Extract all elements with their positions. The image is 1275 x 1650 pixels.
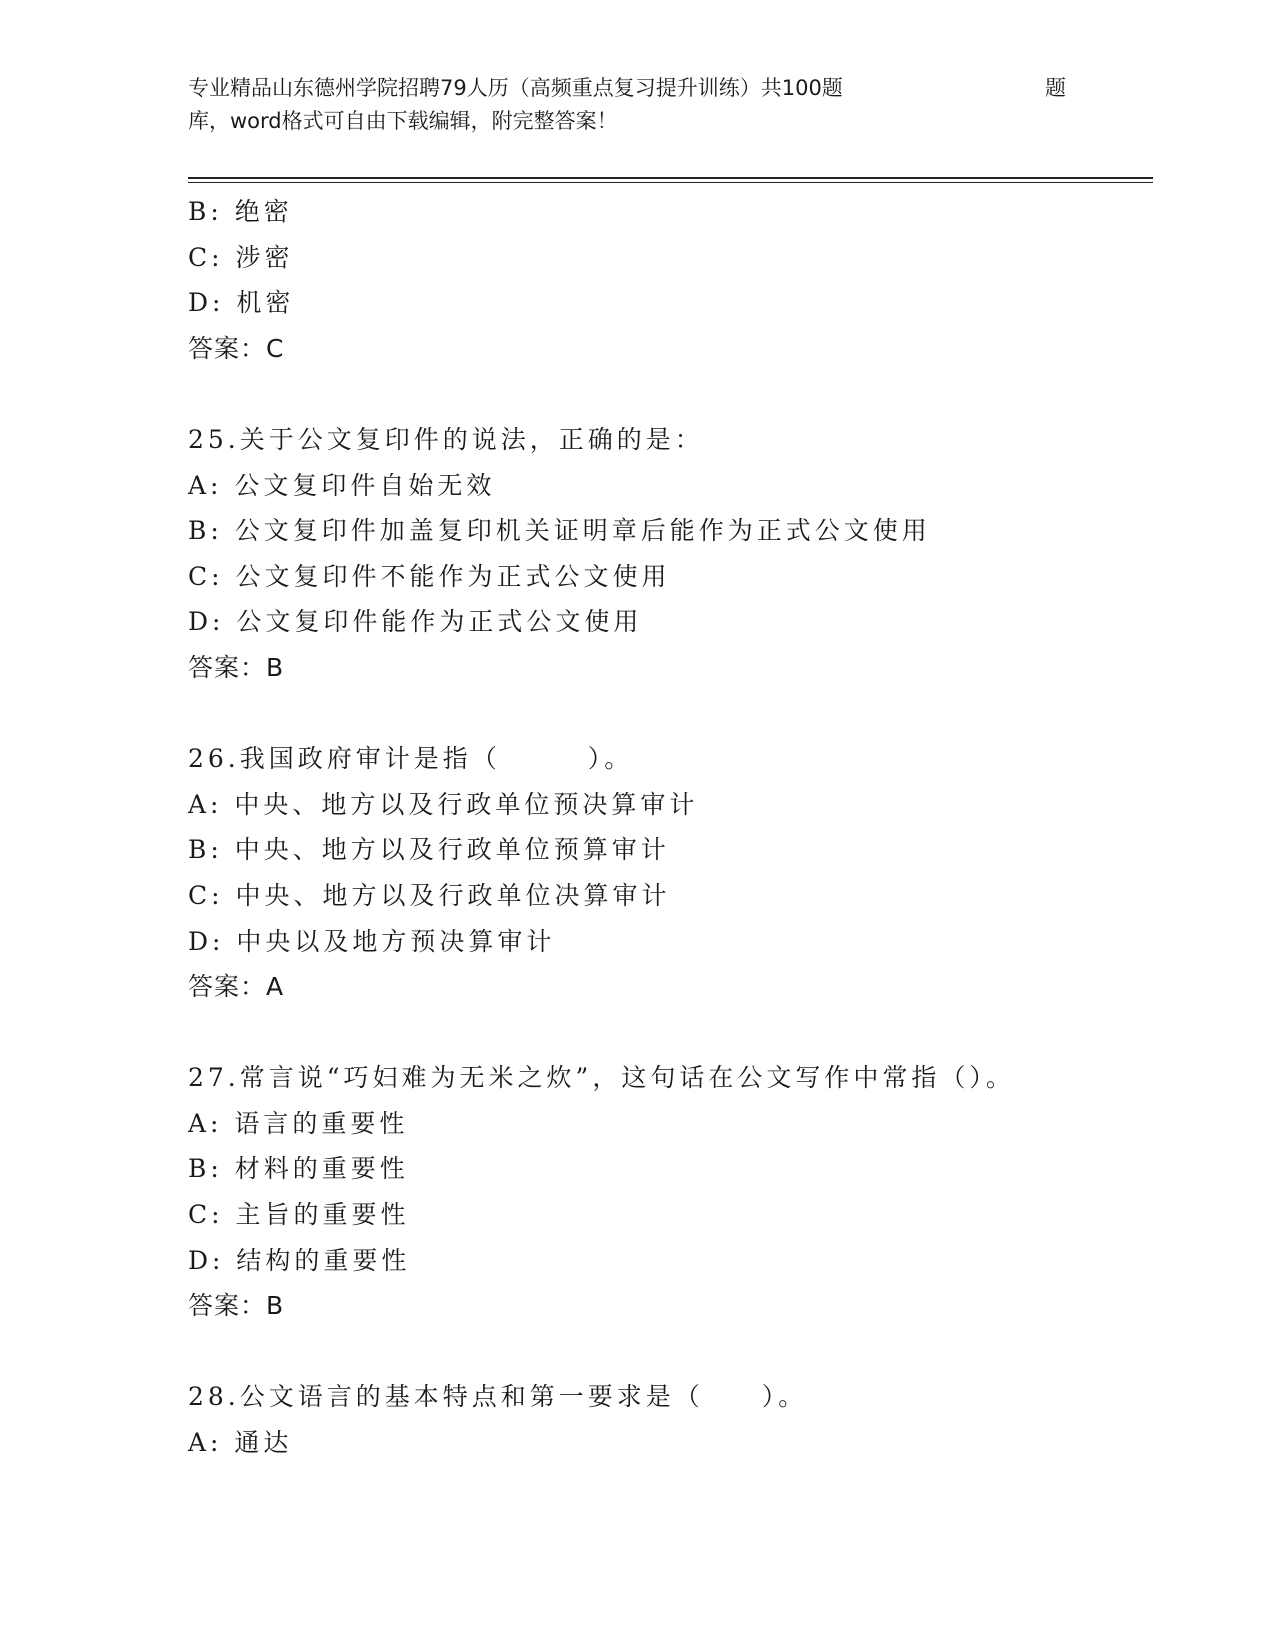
header-rule-thin xyxy=(188,182,1153,183)
answer-line: 答案：C xyxy=(188,333,285,363)
option-line: B: 公文复印件加盖复印机关证明章后能作为正式公文使用 xyxy=(188,516,931,546)
spacer xyxy=(188,691,1148,737)
spacer xyxy=(188,371,1148,417)
answer-line: 答案：A xyxy=(188,972,285,1002)
question-stem: 25.关于公文复印件的说法，正确的是： xyxy=(188,424,704,454)
option-line: A: 语言的重要性 xyxy=(188,1108,409,1138)
question-stem: 28.公文语言的基本特点和第一要求是（ ）。 xyxy=(188,1382,808,1412)
option-line: B: 材料的重要性 xyxy=(188,1154,409,1184)
answer-line: 答案：B xyxy=(188,652,285,682)
option-line: C: 涉密 xyxy=(188,242,294,272)
spacer xyxy=(188,1329,1148,1375)
option-line: B: 中央、地方以及行政单位预算审计 xyxy=(188,835,670,865)
option-line: D: 机密 xyxy=(188,288,295,318)
option-line: D: 公文复印件能作为正式公文使用 xyxy=(188,607,643,637)
header-line-1 xyxy=(188,72,1088,105)
header-title-trail: 题 xyxy=(1045,76,1066,100)
question-stem: 27.常言说“巧妇难为无米之炊”，这句话在公文写作中常指（）。 xyxy=(188,1063,1015,1093)
option-line: D: 结构的重要性 xyxy=(188,1245,411,1275)
question-stem: 26.我国政府审计是指（ ）。 xyxy=(188,744,634,774)
option-line: B: 绝密 xyxy=(188,197,293,226)
spacer xyxy=(188,1010,1148,1056)
header-line-2: 库，word格式可自由下载编辑，附完整答案！ xyxy=(188,109,618,133)
option-line: C: 主旨的重要性 xyxy=(188,1200,410,1230)
option-line: D: 中央以及地方预决算审计 xyxy=(188,926,556,956)
answer-line: 答案：B xyxy=(188,1291,285,1321)
option-line: C: 公文复印件不能作为正式公文使用 xyxy=(188,561,671,591)
option-line: C: 中央、地方以及行政单位决算审计 xyxy=(188,880,671,910)
option-line: A: 中央、地方以及行政单位预决算审计 xyxy=(188,789,699,819)
question-list xyxy=(188,189,1148,1466)
option-line: A: 通达 xyxy=(188,1428,293,1458)
header-title: 专业精品山东德州学院招聘79人历（高频重点复习提升训练）共100题 xyxy=(188,76,843,100)
option-line: A: 公文复印件自始无效 xyxy=(188,470,496,500)
header-rule-thick xyxy=(188,177,1153,179)
page-header xyxy=(188,72,1088,138)
